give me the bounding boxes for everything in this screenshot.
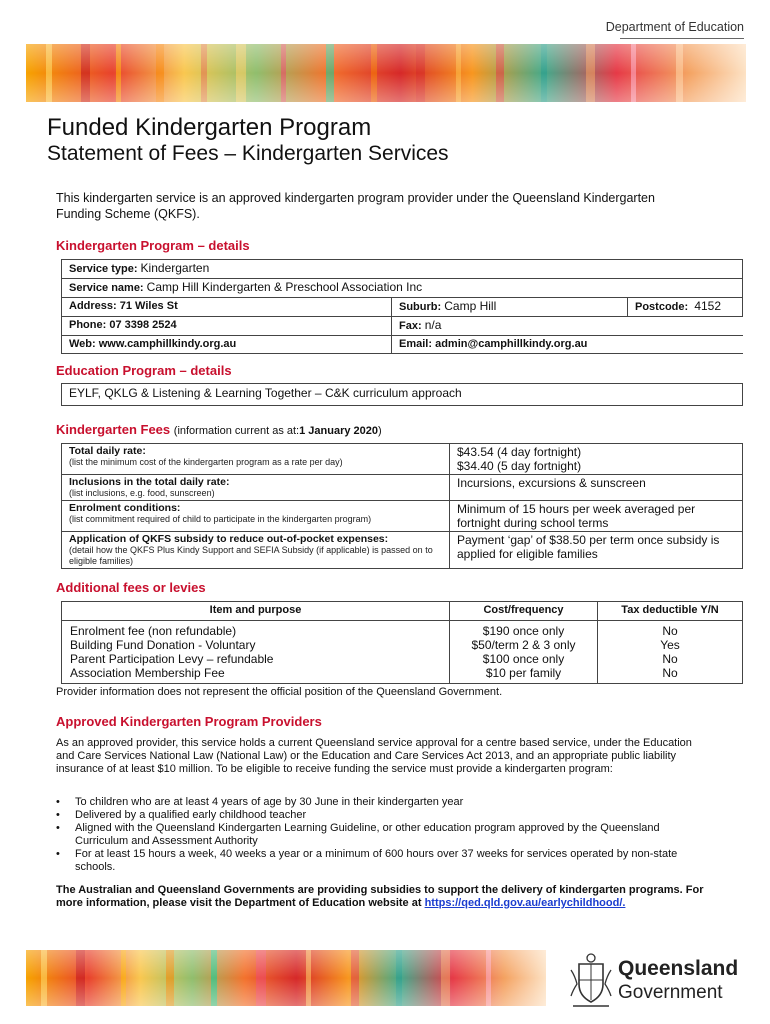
web-value: www.camphillkindy.org.au (98, 338, 237, 350)
web-cell: Web: www.camphillkindy.org.au (62, 336, 392, 354)
list-item: • For at least 15 hours a week, 40 weeks a year or a minimum of 600 hours over 37 weeks for services operated by non-state schools. (56, 848, 706, 874)
qkfs-subsidy-value: Payment ‘gap’ of $38.50 per term once subsidy is applied for eligible families (450, 532, 743, 569)
queensland-logo-text: Queensland (618, 957, 739, 980)
document-title: Funded Kindergarten Program (47, 114, 372, 141)
fees-row-qkfs-subsidy: Application of QKFS subsidy to reduce out-of-pocket expenses: (detail how the QKFS Plus Kindy Support and SEFIA Subsidy (if applicable) is passed on to eligible families) Payment ‘gap’ of $38.50 per term once subsidy is applied for eligible families (62, 532, 743, 569)
fee-tax: No (662, 652, 678, 666)
providers-heading: Approved Kindergarten Program Providers (56, 714, 322, 729)
education-details-table (61, 383, 743, 406)
disclaimer-text: Provider information does not represent the official position of the Queensland Government. (56, 686, 503, 698)
list-item: • To children who are at least 4 years of age by 30 June in their kindergarten year (56, 796, 706, 809)
education-details-heading: Education Program – details (56, 363, 232, 378)
decorative-colour-banner (26, 44, 746, 102)
inclusions-value: Incursions, excursions & sunscreen (450, 475, 743, 501)
fees-row-inclusions: Inclusions in the total daily rate: (list inclusions, e.g. food, sunscreen) Incursions, excursions & sunscreen (62, 475, 743, 501)
fee-tax: No (662, 624, 678, 638)
program-details-heading: Kindergarten Program – details (56, 238, 250, 253)
fees-heading: Kindergarten Fees (information current as at:1 January 2020) (56, 422, 382, 437)
daily-rate-value: $43.54 (4 day fortnight) $34.40 (5 day fortnight) (450, 444, 743, 475)
header-divider (620, 38, 744, 39)
email-value: admin@camphillkindy.org.au (435, 338, 588, 350)
service-name-value: Camp Hill Kindergarten & Preschool Association Inc (146, 280, 423, 294)
list-item: • Aligned with the Queensland Kindergarten Learning Guideline, or other education program approved by the Queensland Curriculum and Assessment Authority (56, 822, 706, 848)
fax-value: n/a (424, 318, 442, 332)
fees-row-enrolment-conditions: Enrolment conditions: (list commitment required of child to participate in the kindergarten program) Minimum of 15 hours per week averaged per fortnight during school terms (62, 501, 743, 532)
postcode-value: 4152 (694, 299, 722, 313)
email-cell: Email: admin@camphillkindy.org.au (392, 336, 743, 354)
fee-item: Building Fund Donation - Voluntary (70, 638, 256, 652)
fee-cost: $100 once only (482, 652, 565, 666)
address-cell: Address: 71 Wiles St (62, 298, 392, 317)
suburb-value: Camp Hill (444, 299, 497, 313)
education-program-text: EYLF, QKLG & Listening & Learning Together – C&K curriculum approach (62, 384, 743, 406)
providers-paragraph: As an approved provider, this service holds a current Queensland service approval for a centre based service, under the Education and Care Services National Law (National Law) or the Education and Care Services Act 2013, and an appropriate public liability insurance of at least $10 million. To be eligible to receive funding the service must provide a kindergarten program: (56, 737, 692, 775)
enrolment-conditions-value: Minimum of 15 hours per week averaged per fortnight during school terms (450, 501, 743, 532)
list-item: • Delivered by a qualified early childhood teacher (56, 809, 706, 822)
fees-table (61, 443, 743, 569)
program-details-table (61, 259, 743, 354)
suburb-cell: Suburb: Camp Hill (392, 298, 628, 317)
fee-item: Parent Participation Levy – refundable (70, 652, 274, 666)
government-logo-text: Government (618, 982, 723, 1003)
fee-item: Enrolment fee (non refundable) (70, 624, 237, 638)
requirements-list (56, 796, 706, 874)
fees-row-daily-rate: Total daily rate: (list the minimum cost of the kindergarten program as a rate per day) $43.54 (4 day fortnight) $34.40 (5 day fortnight) (62, 444, 743, 475)
fees-date-note: (information current as at:1 January 2020) (173, 425, 382, 437)
phone-cell: Phone: 07 3398 2524 (62, 317, 392, 336)
fax-cell: Fax: n/a (392, 317, 743, 336)
fee-cost: $190 once only (482, 624, 565, 638)
col-header-item: Item and purpose (62, 602, 450, 621)
fee-cost: $50/term 2 & 3 only (471, 638, 576, 652)
additional-fees-heading: Additional fees or levies (56, 580, 206, 595)
fee-cost: $10 per family (485, 666, 562, 680)
service-type-cell: Service type: Kindergarten (62, 260, 743, 279)
intro-paragraph: This kindergarten service is an approved kindergarten program provider under the Queensland Kindergarten Funding Scheme (QKFS). (56, 191, 655, 221)
additional-fees-table (61, 601, 743, 684)
fee-tax: Yes (660, 638, 680, 652)
service-type-value: Kindergarten (140, 261, 210, 275)
postcode-cell: Postcode: 4152 (628, 298, 743, 317)
phone-value: 07 3398 2524 (109, 319, 177, 331)
fee-tax: No (662, 666, 678, 680)
fee-item: Association Membership Fee (70, 666, 225, 680)
education-website-link[interactable]: https://qed.qld.gov.au/earlychildhood/. (424, 897, 626, 909)
department-name: Department of Education (605, 20, 744, 34)
service-name-cell: Service name: Camp Hill Kindergarten & Preschool Association Inc (62, 279, 743, 298)
closing-paragraph: The Australian and Queensland Governments are providing subsidies to support the delivery of kindergarten programs. For more information, please visit the Department of Education website at https://qed.qld.gov.au/earlychildhood/. (56, 884, 704, 909)
additional-fees-body (62, 621, 743, 684)
coat-of-arms-icon (567, 950, 615, 1010)
document-subtitle: Statement of Fees – Kindergarten Services (47, 142, 449, 165)
col-header-cost: Cost/frequency (450, 602, 598, 621)
col-header-tax: Tax deductible Y/N (598, 602, 743, 621)
decorative-colour-banner-footer (26, 950, 546, 1006)
address-value: 71 Wiles St (119, 300, 178, 312)
